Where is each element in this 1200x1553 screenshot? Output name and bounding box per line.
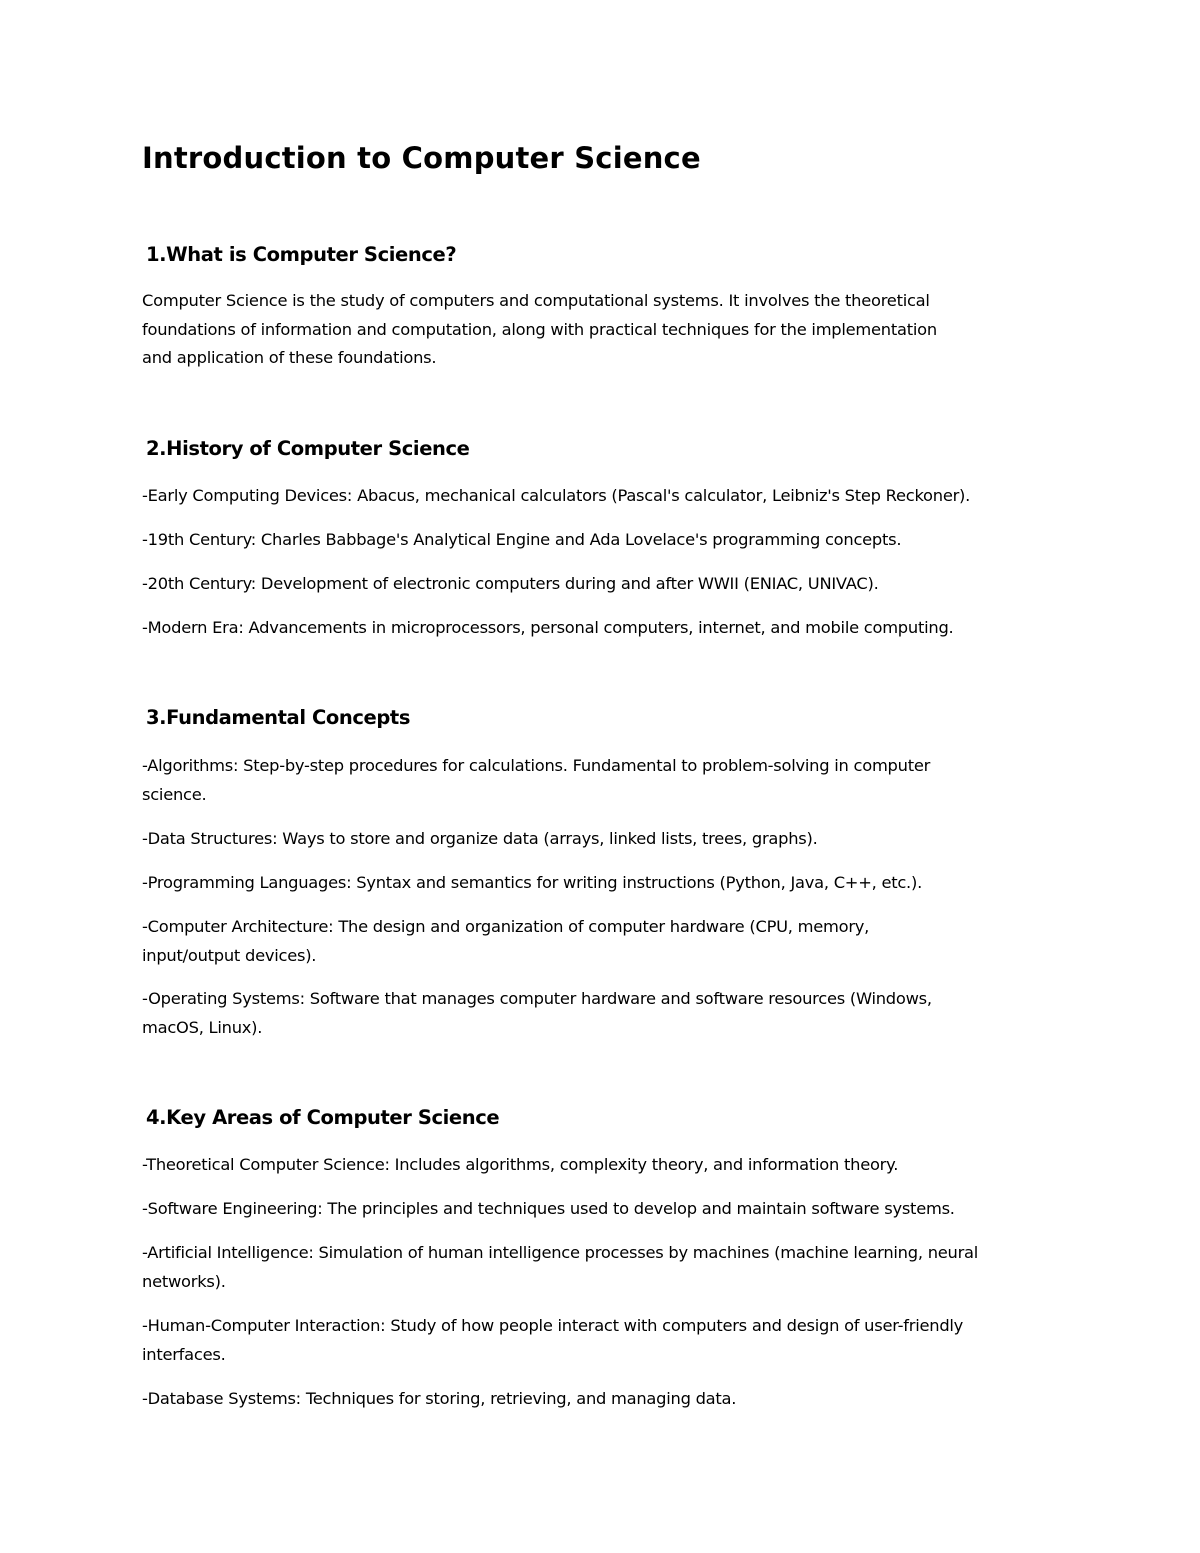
list-item-line: -19th Century: Charles Babbage's Analytical Engine and Ada Lovelace's programming concepts.: [142, 530, 902, 549]
paragraph-line: Computer Science is the study of computers and computational systems. It involves the theoretical: [142, 291, 930, 310]
list-item-line: -Database Systems: Techniques for storing, retrieving, and managing data.: [142, 1389, 737, 1408]
list-item-line: -Human-Computer Interaction: Study of how people interact with computers and design of user-friendly: [142, 1316, 964, 1335]
list-item: [142, 752, 1077, 809]
list-item: [142, 825, 1077, 854]
list-item-line: -Programming Languages: Syntax and semantics for writing instructions (Python, Java, C++, etc.).: [142, 873, 922, 892]
list-item-line: -Algorithms: Step-by-step procedures for calculations. Fundamental to problem-solving in computer: [142, 756, 931, 775]
list-item: [142, 1312, 1077, 1369]
list-item: [142, 985, 1077, 1042]
list-item: [142, 526, 1077, 555]
list-item-line: -20th Century: Development of electronic computers during and after WWII (ENIAC, UNIVAC).: [142, 574, 879, 593]
list-item: [142, 1239, 1077, 1296]
list-item: [142, 1151, 1077, 1180]
paragraph-line: and application of these foundations.: [142, 348, 437, 367]
section-heading-what-is-cs: 1.What is Computer Science?: [146, 243, 457, 266]
list-item: [142, 482, 1077, 511]
section-paragraph-what-is-cs: [142, 287, 1077, 373]
list-item-line: -Operating Systems: Software that manages computer hardware and software resources (Windows,: [142, 989, 932, 1008]
list-item-line: -Early Computing Devices: Abacus, mechanical calculators (Pascal's calculator, Leibniz's Step Reckoner).: [142, 486, 971, 505]
list-item: [142, 570, 1077, 599]
list-item-line: networks).: [142, 1271, 226, 1291]
list-item: [142, 869, 1077, 898]
list-item-line: -Data Structures: Ways to store and organize data (arrays, linked lists, trees, graphs).: [142, 829, 818, 848]
section-heading-fundamental-concepts: 3.Fundamental Concepts: [146, 706, 411, 729]
list-item: [142, 614, 1077, 643]
section-heading-history: 2.History of Computer Science: [146, 437, 470, 460]
document-title: Introduction to Computer Science: [142, 141, 701, 175]
list-item: [142, 913, 1077, 970]
list-item-line: interfaces.: [142, 1344, 226, 1364]
list-item: [142, 1195, 1077, 1224]
list-item-line: -Artificial Intelligence: Simulation of human intelligence processes by machines (machine learning, neural: [142, 1243, 979, 1262]
section-heading-key-areas: 4.Key Areas of Computer Science: [146, 1106, 500, 1129]
list-item-line: input/output devices).: [142, 945, 317, 965]
list-item-line: -Theoretical Computer Science: Includes algorithms, complexity theory, and information theory.: [142, 1155, 899, 1174]
list-item: [142, 1385, 1077, 1414]
paragraph-line: foundations of information and computation, along with practical techniques for the implementation: [142, 319, 937, 339]
list-item-line: macOS, Linux).: [142, 1017, 263, 1037]
list-item-line: -Computer Architecture: The design and organization of computer hardware (CPU, memory,: [142, 917, 870, 936]
list-item-line: -Software Engineering: The principles and techniques used to develop and maintain software systems.: [142, 1199, 955, 1218]
list-item-line: science.: [142, 784, 207, 804]
list-item-line: -Modern Era: Advancements in microprocessors, personal computers, internet, and mobile computing.: [142, 618, 954, 637]
